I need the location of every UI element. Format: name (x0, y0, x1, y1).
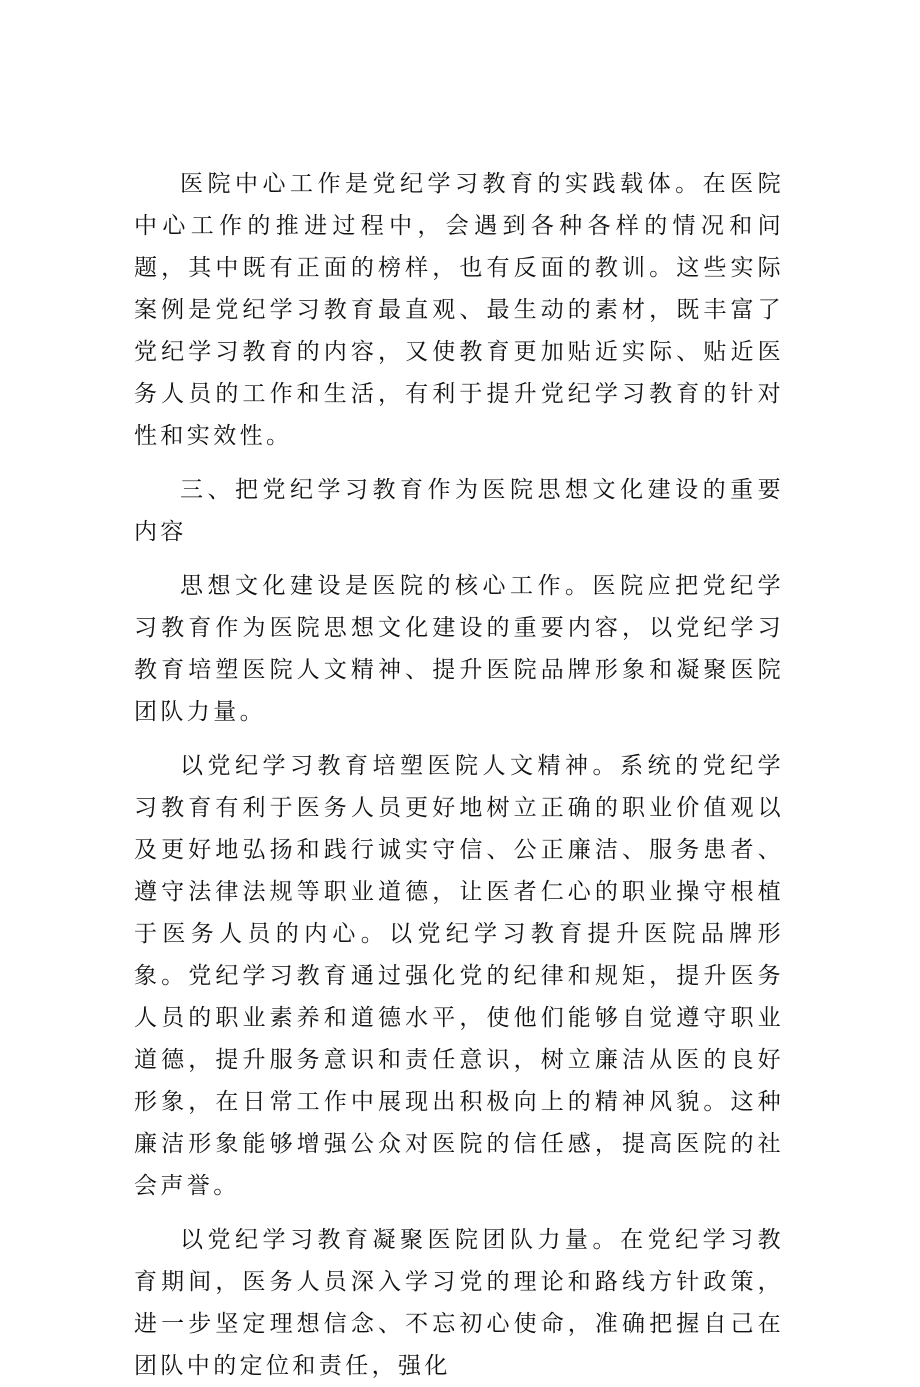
section-heading: 三、把党纪学习教育作为医院思想文化建设的重要内容 (134, 477, 784, 545)
paragraph-culture-construction: 思想文化建设是医院的核心工作。医院应把党纪学习教育作为医院思想文化建设的重要内容，以党纪学习教育培塑医院人文精神、提升医院品牌形象和凝聚医院团队力量。 (134, 573, 784, 725)
paragraph-team-strength: 以党纪学习教育凝聚医院团队力量。在党纪学习教育期间，医务人员深入学习党的理论和路线方针政策，进一步坚定理想信念、不忘初心使命，准确把握自己在团队中的定位和责任，强化 (134, 1227, 784, 1379)
paragraph-humanistic-spirit: 以党纪学习教育培塑医院人文精神。系统的党纪学习教育有利于医务人员更好地树立正确的职业价值观以及更好地弘扬和践行诚实守信、公正廉洁、服务患者、遵守法律法规等职业道德，让医者仁心的职业操守根植于医务人员的内心。以党纪学习教育提升医院品牌形象。党纪学习教育通过强化党的纪律和规矩，提升医务人员的职业素养和道德水平，使他们能够自觉遵守职业道德，提升服务意识和责任意识，树立廉洁从医的良好形象，在日常工作中展现出积极向上的精神风貌。这种廉洁形象能够增强公众对医院的信任感，提高医院的社会声誉。 (134, 753, 784, 1199)
paragraph-practice-carrier: 医院中心工作是党纪学习教育的实践载体。在医院中心工作的推进过程中，会遇到各种各样的情况和问题，其中既有正面的榜样，也有反面的教训。这些实际案例是党纪学习教育最直观、最生动的素材，既丰富了党纪学习教育的内容，又使教育更加贴近实际、贴近医务人员的工作和生活，有利于提升党纪学习教育的针对性和实效性。 (134, 171, 784, 449)
document-body (134, 163, 784, 1387)
